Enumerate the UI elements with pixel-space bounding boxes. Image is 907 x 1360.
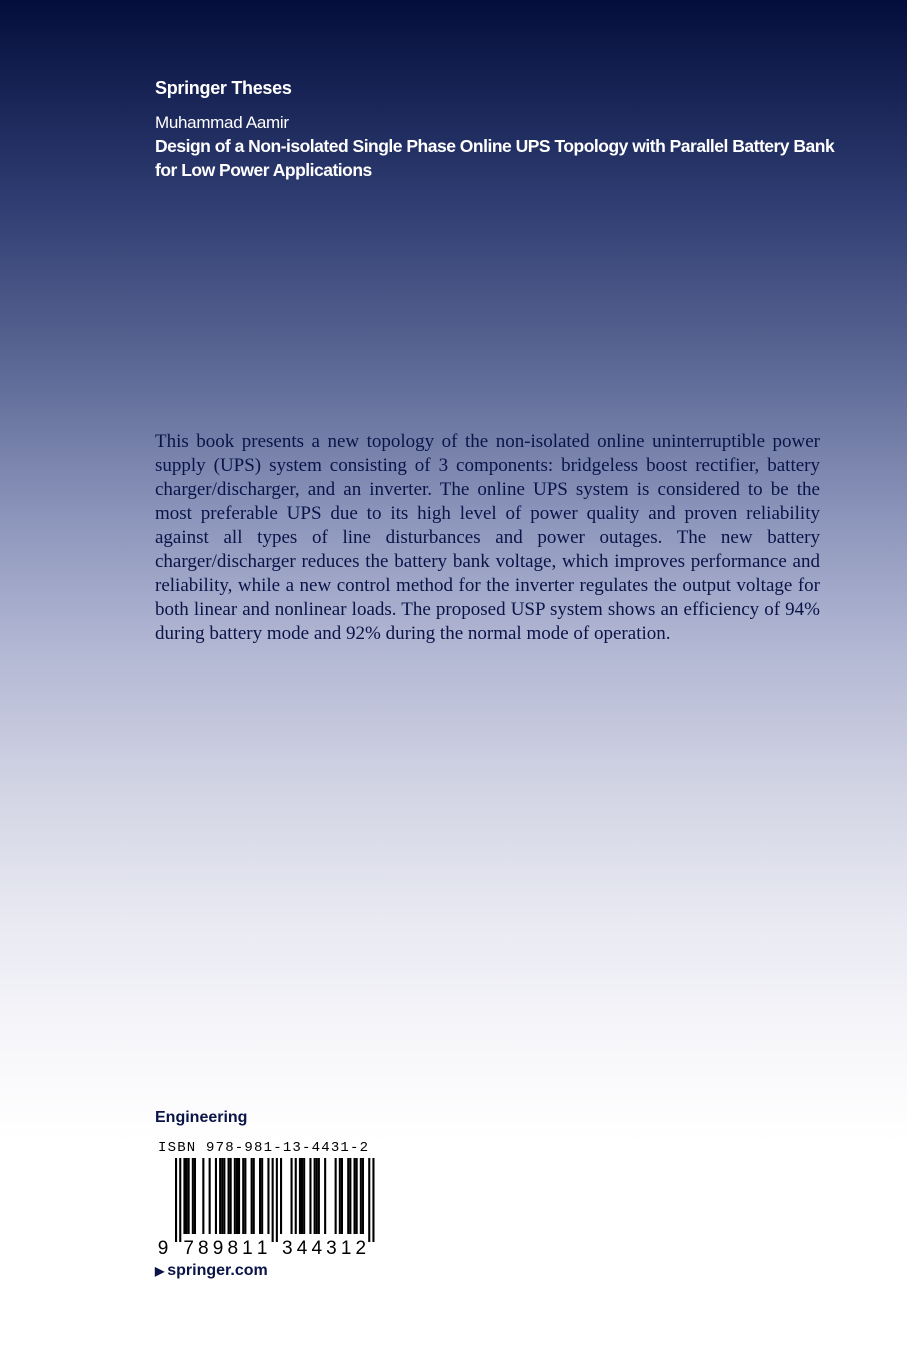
barcode-bar bbox=[186, 1158, 188, 1234]
barcode-bar bbox=[309, 1158, 311, 1234]
barcode-bar bbox=[179, 1158, 181, 1242]
barcode-bar bbox=[314, 1158, 316, 1234]
barcode-digit: 8 bbox=[227, 1238, 239, 1256]
barcode-bar bbox=[228, 1158, 230, 1234]
barcode-digit: 9 bbox=[157, 1238, 169, 1256]
barcode-bar bbox=[194, 1158, 196, 1234]
abstract-text: This book presents a new topology of the non-isolated online uninterruptible power supply (UPS) system consisting of 3 components: bridgeless boost rectifier, battery charger/discharger, and an inverter. The online UPS system is considered to be the most preferable UPS due to its high level of power quality and proven reliability against all types of line disturbances and power outages. The new battery charger/discharger reduces the battery bank voltage, which improves performance and reliability, while a new control method for the inverter regulates the output voltage for both linear and nonlinear loads. The proposed USP system shows an efficiency of 94% during battery mode and 92% during the normal mode of operation. bbox=[155, 431, 820, 644]
barcode-bar bbox=[372, 1158, 374, 1242]
barcode-bar bbox=[349, 1158, 351, 1234]
barcode-bar bbox=[362, 1158, 364, 1234]
barcode-bar bbox=[261, 1158, 263, 1234]
barcode-bar bbox=[303, 1158, 305, 1234]
barcode-digit: 4 bbox=[296, 1238, 308, 1256]
barcode-bar bbox=[324, 1158, 326, 1234]
website-text: springer.com bbox=[167, 1262, 268, 1279]
barcode-bar bbox=[234, 1158, 236, 1234]
barcode-bar bbox=[267, 1158, 269, 1234]
barcode-bar bbox=[347, 1158, 349, 1234]
discipline-label: Engineering bbox=[155, 1109, 248, 1126]
barcode-bar bbox=[276, 1158, 278, 1242]
barcode-bar bbox=[202, 1158, 204, 1234]
isbn-label: ISBN 978-981-13-4431-2 bbox=[158, 1140, 370, 1156]
barcode-bar bbox=[238, 1158, 240, 1234]
barcode-bar bbox=[244, 1158, 246, 1234]
barcode-graphic bbox=[155, 1158, 377, 1256]
barcode-bar bbox=[280, 1158, 282, 1234]
barcode-bar bbox=[215, 1158, 217, 1234]
barcode-digit: 2 bbox=[355, 1238, 367, 1256]
barcode-digit: 4 bbox=[311, 1238, 323, 1256]
barcode-digit: 3 bbox=[326, 1238, 337, 1256]
barcode-bar bbox=[299, 1158, 301, 1234]
barcode bbox=[155, 1158, 377, 1256]
author-name: Muhammad Aamir bbox=[155, 113, 289, 132]
barcode-bar bbox=[221, 1158, 223, 1234]
barcode-bar bbox=[318, 1158, 320, 1234]
barcode-bar bbox=[175, 1158, 177, 1242]
barcode-digit: 7 bbox=[183, 1238, 194, 1256]
barcode-bar bbox=[251, 1158, 253, 1234]
barcode-bar bbox=[341, 1158, 343, 1234]
barcode-digit: 1 bbox=[340, 1238, 352, 1256]
barcode-digit: 3 bbox=[282, 1238, 293, 1256]
barcode-bar bbox=[188, 1158, 190, 1234]
barcode-bar bbox=[236, 1158, 238, 1234]
barcode-bar bbox=[291, 1158, 293, 1234]
arrow-right-icon: ▶ bbox=[155, 1264, 165, 1278]
barcode-bar bbox=[301, 1158, 303, 1234]
barcode-bar bbox=[368, 1158, 370, 1242]
barcode-bar bbox=[209, 1158, 211, 1234]
barcode-bar bbox=[339, 1158, 341, 1234]
barcode-digit: 1 bbox=[256, 1238, 268, 1256]
barcode-bar bbox=[192, 1158, 194, 1234]
barcode-bar bbox=[354, 1158, 356, 1234]
barcode-bar bbox=[230, 1158, 232, 1234]
barcode-bar bbox=[259, 1158, 261, 1234]
barcode-bar bbox=[316, 1158, 318, 1234]
barcode-digit: 1 bbox=[242, 1238, 253, 1256]
barcode-bar bbox=[223, 1158, 225, 1234]
barcode-digit: 8 bbox=[198, 1238, 209, 1256]
barcode-bar bbox=[360, 1158, 362, 1234]
barcode-bar bbox=[295, 1158, 297, 1234]
barcode-bar bbox=[356, 1158, 358, 1234]
barcode-digit: 9 bbox=[212, 1238, 224, 1256]
barcode-bar bbox=[242, 1158, 244, 1234]
barcode-bar bbox=[183, 1158, 185, 1234]
barcode-bar bbox=[335, 1158, 337, 1234]
barcode-bar bbox=[219, 1158, 221, 1234]
website-link[interactable] bbox=[155, 1262, 268, 1280]
book-title: Design of a Non-isolated Single Phase Online UPS Topology with Parallel Battery Bank for Low Power Applications bbox=[155, 136, 835, 180]
barcode-bar bbox=[272, 1158, 274, 1242]
series-name: Springer Theses bbox=[155, 78, 292, 98]
barcode-bar bbox=[253, 1158, 255, 1234]
